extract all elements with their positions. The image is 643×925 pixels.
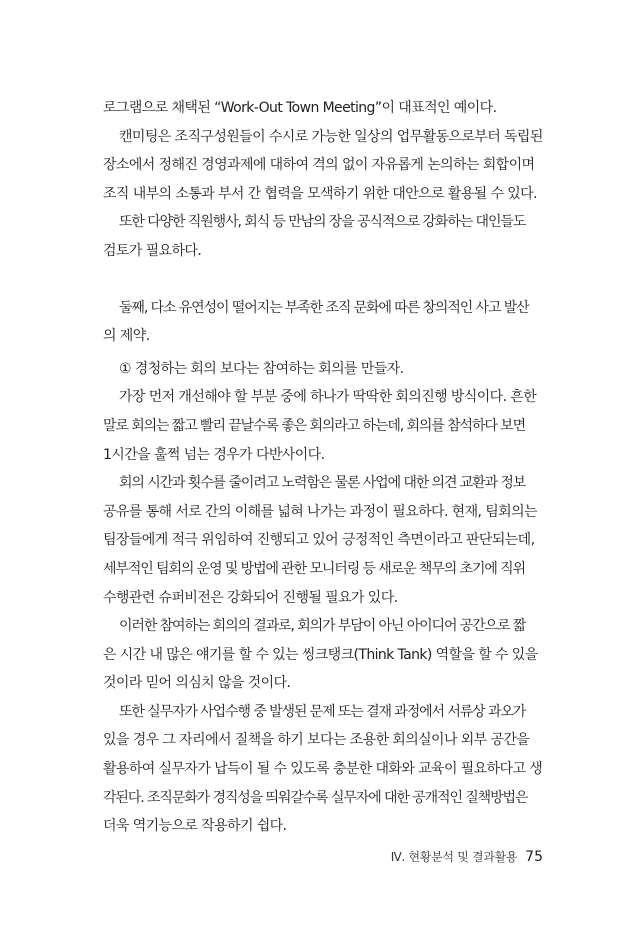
- text-line: 검토가 필요하다.: [103, 242, 202, 259]
- text-line: 둘째, 다소 유연성이 떨어지는 부족한 조직 문화에 따른 창의적인 사고 발산: [119, 299, 529, 316]
- text-line: 각된다. 조직문화가 경직성을 띄워갈수록 실무자에 대한 공개적인 질책방법은: [103, 789, 528, 806]
- text-line: 로그램으로 채택된 “Work-Out Town Meeting”이 대표적인 예이다.: [103, 100, 497, 116]
- text-line: 1시간을 훌쩍 넘는 경우가 다반사이다.: [103, 446, 325, 463]
- text-line: 또한 실무자가 사업수행 중 발생된 문제 또는 결재 과정에서 서류상 과오가: [119, 703, 526, 720]
- text-line: 수행관련 슈퍼비전은 강화되어 진행될 필요가 있다.: [103, 589, 398, 606]
- paragraph-gap: [103, 266, 543, 294]
- list-item-heading: ① 경청하는 회의 보다는 참여하는 회의를 만들자.: [119, 360, 404, 377]
- footer-section-title: Ⅳ. 현황분석 및 결과활용: [390, 850, 518, 864]
- text-line: 더욱 역기능으로 작용하기 쉽다.: [103, 818, 287, 835]
- text-line: 것이라 믿어 의심치 않을 것이다.: [103, 675, 291, 692]
- text-line: 이러한 참여하는 회의의 결과로, 회의가 부담이 아닌 아이디어 공간으로 짧: [119, 618, 526, 635]
- text-line: 은 시간 내 많은 얘기를 할 수 있는 씽크탱크(Think Tank) 역할을 할 수 있을: [103, 646, 538, 663]
- text-line: 장소에서 정해진 경영과제에 대하여 격의 없이 자유롭게 논의하는 회합이며: [103, 157, 535, 174]
- text-line: 조직 내부의 소통과 부서 간 협력을 모색하기 위한 대안으로 활용될 수 있다.: [103, 185, 537, 202]
- text-line: 있을 경우 그 자리에서 질책을 하기 보다는 조용한 회의실이나 외부 공간을: [103, 732, 530, 749]
- text-line: 공유를 통해 서로 간의 이해를 넓혀 나가는 과정이 필요하다. 현재, 팀회의는: [103, 503, 537, 520]
- text-line: 세부적인 팀회의 운영 및 방법에 관한 모니터링 등 새로운 책무의 초기에 직위: [103, 560, 525, 577]
- text-line: 회의 시간과 횟수를 줄이려고 노력함은 물론 사업에 대한 의견 교환과 정보: [119, 475, 526, 492]
- page-footer: [391, 848, 543, 865]
- text-line: 말로 회의는 짧고 빨리 끝날수록 좋은 회의라고 하는데, 회의를 참석하다 보면: [103, 417, 525, 434]
- body-text: [103, 94, 543, 841]
- text-line: 캔미팅은 조직구성원들이 수시로 가능한 일상의 업무활동으로부터 독립된: [119, 128, 543, 145]
- text-line: 의 제약.: [103, 328, 150, 345]
- page-number: 75: [525, 849, 543, 865]
- text-line: 활용하여 실무자가 납득이 될 수 있도록 충분한 대화와 교육이 필요하다고 생: [103, 761, 543, 778]
- text-line: 또한 다양한 직원행사, 회식 등 만남의 장을 공식적으로 강화하는 대인들도: [119, 214, 526, 231]
- text-line: 가장 먼저 개선해야 할 부분 중에 하나가 딱딱한 회의진행 방식이다. 흔한: [119, 389, 537, 406]
- text-line: 팀장들에게 적극 위임하여 진행되고 있어 긍정적인 측면이라고 판단되는데,: [103, 532, 535, 549]
